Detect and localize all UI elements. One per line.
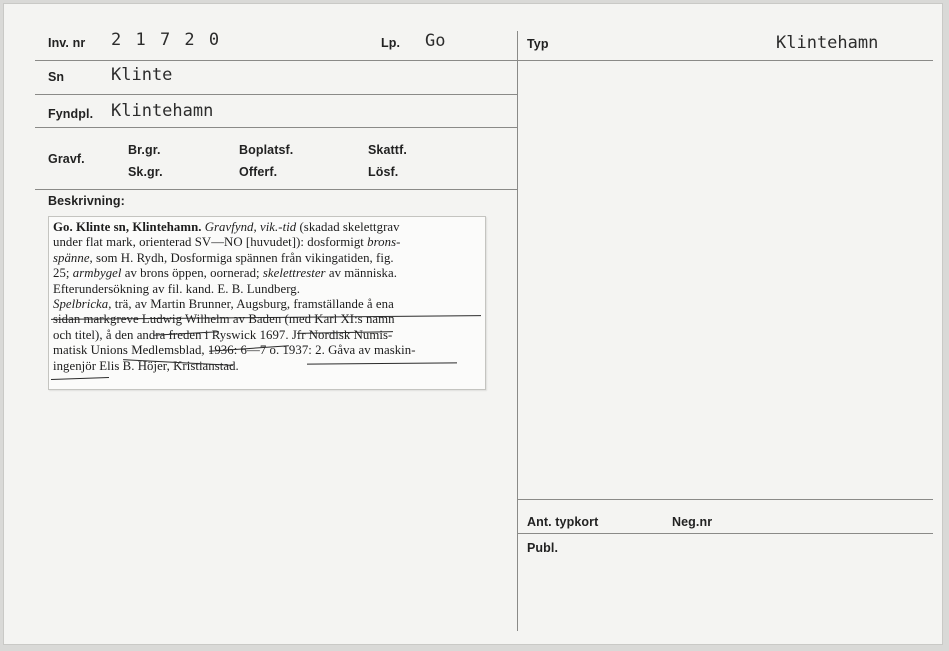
pasted-description-slip	[48, 216, 486, 390]
slip-line-3	[53, 251, 483, 266]
slip-line-5	[53, 282, 483, 297]
fyndpl-label: Fyndpl.	[48, 107, 94, 121]
neg-nr-label: Neg.nr	[672, 515, 713, 529]
slip-text-3a: spänne,	[53, 250, 93, 265]
slip-text-2i: brons-	[363, 235, 401, 250]
slip-text-6b: trä, av Martin Brunner, Augsburg, framställande å ena	[111, 296, 394, 311]
brgr-label: Br.gr.	[128, 143, 161, 157]
sn-value: Klinte	[111, 65, 173, 85]
losf-label: Lösf.	[368, 165, 399, 179]
inv-nr-value: 2 1 7 2 0	[111, 30, 222, 50]
slip-line-2	[53, 235, 483, 250]
slip-text-4b: armbygel	[69, 266, 122, 281]
slip-text-4a: 25;	[53, 266, 70, 281]
lp-label: Lp.	[381, 36, 401, 50]
slip-line-10	[53, 359, 483, 374]
slip-text-4d: skelettrester	[259, 266, 326, 281]
description-text	[53, 220, 483, 374]
slip-line-7	[53, 312, 483, 327]
offerf-label: Offerf.	[239, 165, 278, 179]
slip-text-1c: (skadad skelettgrav	[296, 220, 400, 234]
slip-text-4e: av människa.	[325, 266, 397, 281]
sn-label: Sn	[48, 70, 65, 84]
rule-ant	[517, 499, 933, 500]
slip-text-2: under flat mark, orienterad SV—NO [huvudet]): dosformigt	[53, 235, 364, 250]
slip-find-type: Gravfynd, vik.-tid	[201, 220, 297, 234]
slip-text-5: Efterundersökning av fil. kand. E. B. Lundberg.	[53, 281, 300, 296]
slip-text-7: sidan markgreve Ludwig Wilhelm av Baden (med Karl XI:s namn	[53, 312, 395, 327]
rule-typ	[517, 60, 933, 61]
slip-text-10: ingenjör Elis B. Höjer, Kristianstad.	[53, 358, 239, 373]
rule-sn	[35, 94, 517, 95]
skgr-label: Sk.gr.	[128, 165, 163, 179]
catalog-card	[3, 3, 943, 645]
typ-value: Klintehamn	[776, 33, 879, 53]
slip-text-6a: Spelbricka,	[53, 296, 112, 311]
rule-inv	[35, 60, 517, 61]
rule-gravf	[35, 189, 517, 190]
slip-text-3b: som H. Rydh, Dosformiga spännen från vikingatiden, fig.	[92, 250, 394, 265]
gravf-label: Gravf.	[48, 152, 85, 166]
slip-location: Go. Klinte sn, Klintehamn.	[53, 220, 202, 234]
slip-line-8	[53, 328, 483, 343]
slip-text-9: matisk Unions Medlemsblad, 1936: 6—7 o. 1937: 2. Gåva av maskin-	[53, 343, 416, 358]
ant-typkort-label: Ant. typkort	[527, 515, 599, 529]
fyndpl-value: Klintehamn	[111, 101, 214, 121]
strikethrough-ingenjor	[51, 377, 109, 380]
publ-label: Publ.	[527, 541, 559, 555]
boplatsf-label: Boplatsf.	[239, 143, 294, 157]
skattf-label: Skattf.	[368, 143, 407, 157]
slip-line-6	[53, 297, 483, 312]
center-divider	[517, 31, 518, 631]
slip-line-9	[53, 343, 483, 358]
beskrivning-label: Beskrivning:	[48, 194, 125, 208]
slip-text-8: och titel), å den andra freden i Ryswick 1697. Jfr Nordisk Numis-	[53, 327, 393, 342]
rule-publ	[517, 533, 933, 534]
slip-text-4c: av brons öppen, oornerad;	[121, 266, 260, 281]
rule-fyndpl	[35, 127, 517, 128]
lp-value: Go	[425, 31, 446, 51]
slip-line-1	[53, 220, 483, 235]
typ-label: Typ	[527, 37, 549, 51]
slip-line-4	[53, 266, 483, 281]
inv-nr-label: Inv. nr	[48, 36, 86, 50]
